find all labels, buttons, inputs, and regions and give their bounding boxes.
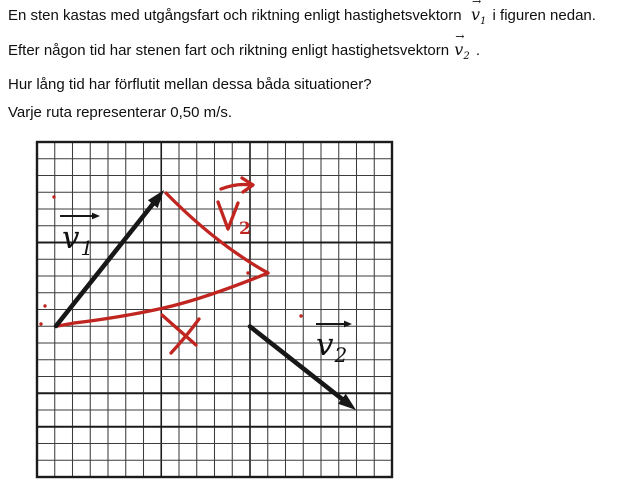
text-run: . <box>471 42 481 59</box>
v2-label-subscript: 2 <box>334 343 348 367</box>
red-ink-dot <box>43 304 46 307</box>
v1-label-subscript: 1 <box>80 236 94 260</box>
text-run: Hur lång tid har förflutit mellan dessa båda situationer? <box>8 76 372 93</box>
red-side-from-v1-tip <box>166 193 268 273</box>
text-run: Varje ruta representerar 0,50 m/s. <box>8 104 232 121</box>
red-hand-letter-V <box>218 202 238 229</box>
red-label-subscript: 2 <box>239 219 251 239</box>
text-run: En sten kastas med utgångsfart och riktning enligt hastighetsvektorn <box>8 7 470 24</box>
v1-label-overline-head <box>92 213 100 220</box>
vector-arrow-accent: → <box>455 30 465 43</box>
vector-base-letter: v <box>454 40 464 59</box>
red-ink-dot <box>52 195 55 198</box>
grid-layer <box>37 142 392 477</box>
red-ink-dot <box>299 314 302 317</box>
v2-label: $v_2$ <box>316 327 348 367</box>
red-ink-dot <box>39 322 42 325</box>
red-ink-dot <box>246 271 249 274</box>
vector-subscript: 2 <box>463 51 470 62</box>
red-x-mark-stroke-2 <box>171 319 199 353</box>
v1-label: $v_1$ <box>62 220 94 260</box>
vector-arrow-accent: → <box>471 0 482 8</box>
text-run: Efter någon tid har stenen fart och riktning enligt hastighetsvektorn <box>8 42 454 59</box>
vector-base-letter: v <box>470 5 480 24</box>
vector-subscript: 1 <box>479 16 487 27</box>
text-run: i figuren nedan. <box>488 7 596 24</box>
